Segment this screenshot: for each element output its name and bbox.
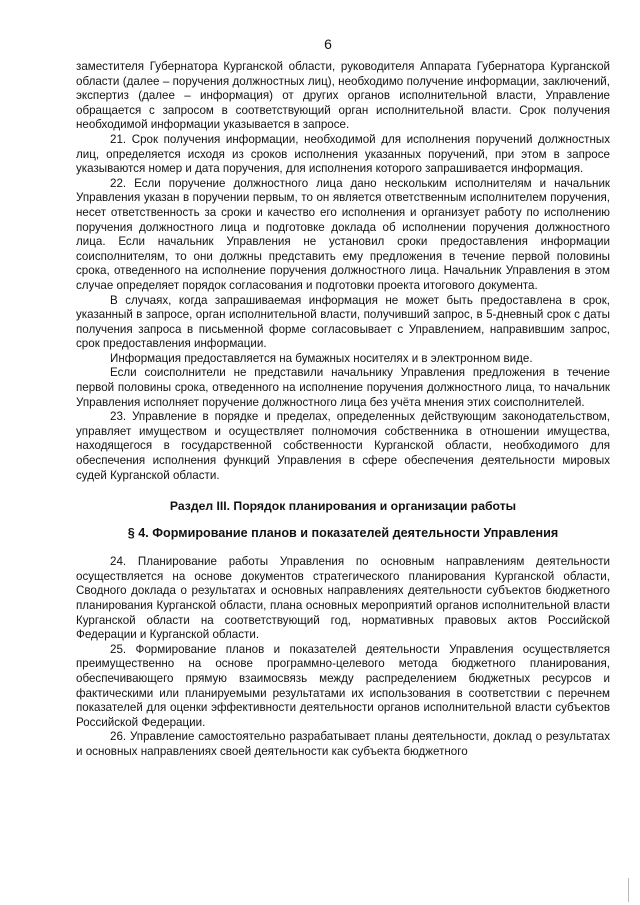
paragraph: В случаях, когда запрашиваемая информация не может быть предоставлена в срок, указанный в запросе, орган исполнительной власти, получивший запрос, в 5-дневный срок с даты получения запроса в письменной форме согласовывает с Управлением, направившим запрос, срок предоставления информации.	[76, 293, 610, 351]
body-text-before	[76, 60, 610, 483]
paragraph: заместителя Губернатора Курганской области, руководителя Аппарата Губернатора Курганской области (далее – поручения должностных лиц), необходимо получение информации, заключений, экспертиз (далее – информация) от других органов исполнительной власти, Управление обращается с запросом в соответствующий орган исполнительной власти. Срок получения необходимой информации указывается в запросе.	[76, 60, 610, 132]
scan-edge-mark	[628, 878, 629, 902]
paragraph: Информация предоставляется на бумажных носителях и в электронном виде.	[110, 351, 533, 365]
paragraph: 23. Управление в порядке и пределах, определенных действующим законодательством, управляет имуществом и осуществляет полномочия собственника в отношении имущества, находящегося в государственной собственности Курганской области, необходимого для обеспечения исполнения функций Управления в сфере обеспечения деятельности мировых судей Курганской области.	[76, 410, 610, 482]
subsection-title: § 4. Формирование планов и показателей деятельности Управления	[127, 526, 559, 541]
paragraph: 26. Управление самостоятельно разрабатывает планы деятельности, доклад о результатах и основных направлениях своей деятельности как субъекта бюджетного	[76, 730, 610, 758]
paragraph: 22. Если поручение должностного лица дано нескольким исполнителям и начальник Управления указан в поручении первым, то он является ответственным исполнителем поручения, несет ответственность за сроки и качество его исполнения и организует работу по исполнению поручения должностного лица и подготовке доклада об исполнении поручения должностного лица. Если начальник Управления не установил сроки предоставления информации соисполнителям, то они должны представить ему предложения в течение первой половины срока, отведенного на исполнение поручения должностного лица. Начальник Управления в этом случае определяет порядок согласования и подготовки проекта итогового документа.	[76, 176, 610, 292]
paragraph: 24. Планирование работы Управления по основным направлениям деятельности осуществляется на основе документов стратегического планирования Курганской области, Сводного доклада о результатах и основных направлениях деятельности субъектов бюджетного планирования Курганской области, плана основных мероприятий органов исполнительной власти Курганской области на соответствующий год, нормативных правовых актов Российской Федерации и Курганской области.	[76, 555, 610, 642]
paragraph: 25. Формирование планов и показателей деятельности Управления осуществляется преимущественно на основе программно-целевого метода бюджетного планирования, обеспечивающего прямую взаимосвязь между распределением бюджетных ресурсов и фактическими или планируемыми результатами их использования в соответствии с перечнем показателей для оценки эффективности деятельности органов исполнительной власти субъектов Российской Федерации.	[76, 642, 610, 729]
paragraph: Если соисполнители не представили начальнику Управления предложения в течение первой половины срока, отведенного на исполнение поручения должностного лица, то начальник Управления исполняет поручение должностного лица без учёта мнения этих соисполнителей.	[76, 366, 610, 409]
paragraph: 21. Срок получения информации, необходимой для исполнения поручений должностных лиц, определяется исходя из сроков исполнения указанных поручений, при этом в запросе указываются номер и дата поручения, для исполнения которого запрашивается информация.	[76, 132, 610, 176]
body-text-after	[76, 555, 610, 759]
page-number: 6	[324, 36, 332, 52]
section-title: Раздел III. Порядок планирования и организации работы	[169, 499, 517, 514]
